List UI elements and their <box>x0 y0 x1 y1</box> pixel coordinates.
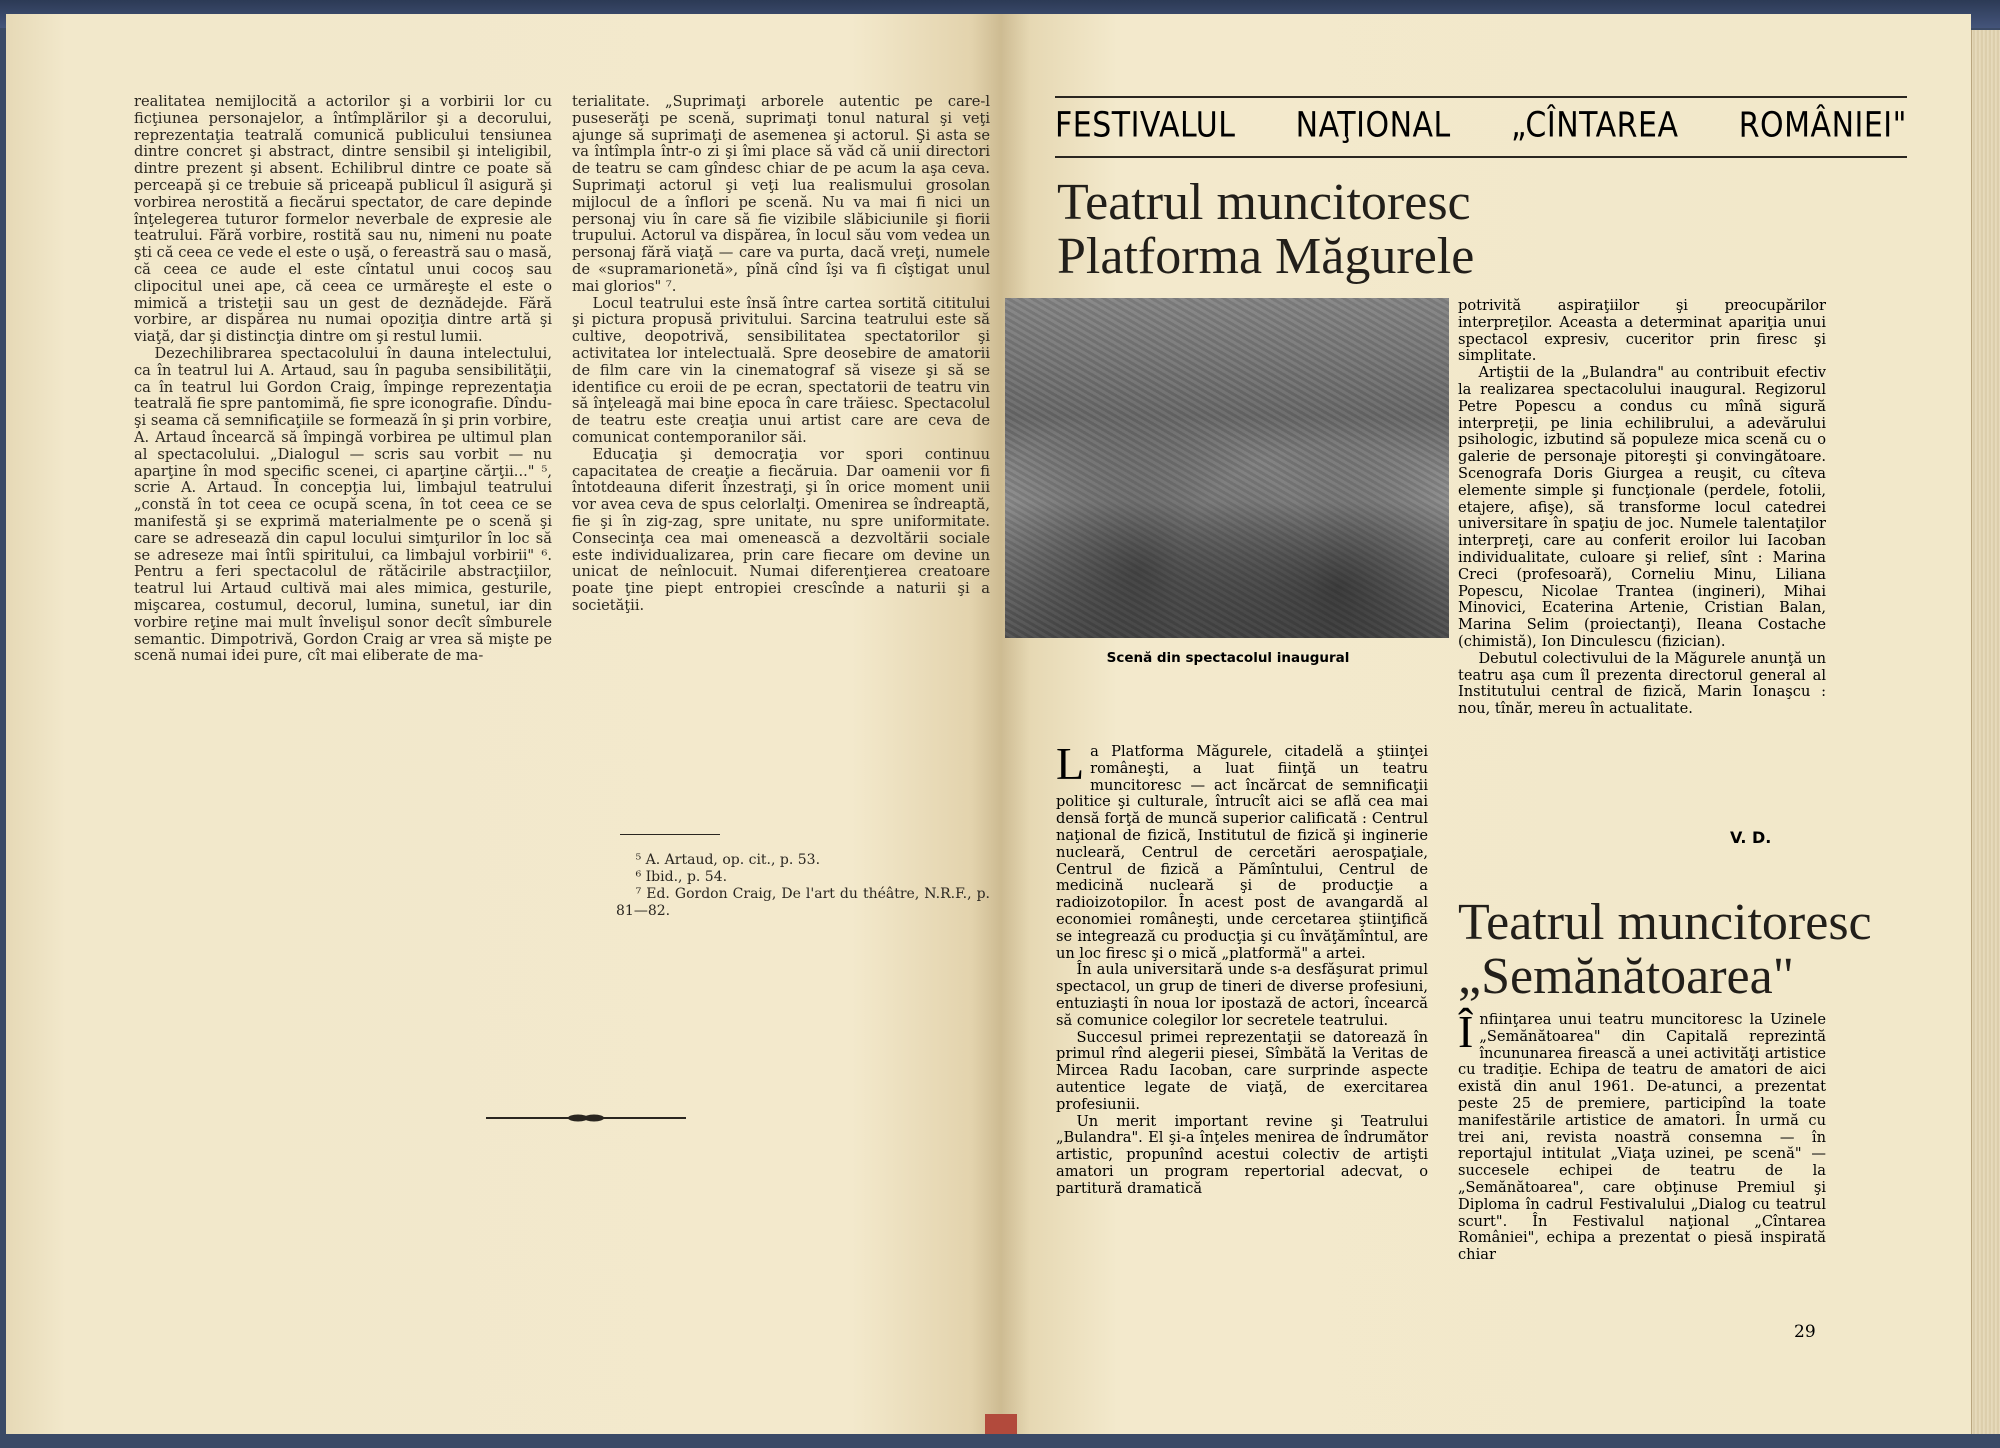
drop-cap: L <box>1056 738 1085 789</box>
left-page <box>6 14 1001 1434</box>
title-line: Teatrul muncitoresc <box>1458 894 1872 951</box>
paragraph: Artiştii de la „Bulandra" au contribuit efectiv la realizarea spectacolului inaugural. Regizorul Petre Popescu a condus cu mînă sigură interpreţii, pe linia echilibrului, a adevărului psihologic, izbutind să populeze mica scenă cu o galerie de personaje pitoreşti şi convingătoare. Scenografa Doris Giurgea a reuşit, cu cîteva elemente simple şi funcţionale (perdele, fotolii, etajere, afişe), să transforme locul catedrei universitare în spaţiu de joc. Numele talentaţilor interpreţi, care au conferit eroilor lui Iacoban individualitate, culoare şi relief, sînt : Marina Creci (profesoară), Corneliu Minu, Liliana Popescu, Nicolae Trantea (ingineri), Mihai Minovici, Ecaterina Artenie, Cristian Balan, Marina Selim (proiectanţi), Ileana Costache (chimistă), Ion Dinculescu (fizician). <box>1458 364 1826 650</box>
festival-word: ROMÂNIEI" <box>1738 105 1907 146</box>
article2-column <box>1458 1006 1826 1264</box>
article1-title <box>1057 176 1474 284</box>
festival-word: FESTIVALUL <box>1055 105 1236 146</box>
festival-word: „CÎNTAREA <box>1511 105 1679 146</box>
page-number: 29 <box>1794 1322 1816 1342</box>
section-ornament <box>486 1114 686 1122</box>
author-signature: V. D. <box>1730 828 1772 847</box>
paragraph: În aula universitară unde s-a desfăşurat primul spectacol, un grup de tineri de diverse profesiuni, entuziaşti în noua lor ipostază de actori, încearcă să comunice colegilor lor secretele teatrului. <box>1056 961 1428 1029</box>
paragraph <box>1458 1006 1826 1264</box>
footnote: ⁷ Ed. Gordon Craig, De l'art du théâtre, N.R.F., p. 81—82. <box>616 886 990 919</box>
paragraph: Succesul primei reprezentaţii se datorează în primul rînd alegerii piesei, Sîmbătă la Veritas de Mircea Radu Iacoban, care surprinde aspecte autentice legate de viaţă, de exercitarea profesiunii. <box>1056 1028 1428 1113</box>
binding-tape <box>985 1414 1017 1434</box>
paragraph: Debutul colectivului de la Măgurele anunţă un teatru aşa cum îl prezenta directorul general al Institutului central de fizică, Marin Ionaşcu : nou, tînăr, mereu în actualitate. <box>1458 649 1826 718</box>
paragraph: potrivită aspiraţiilor şi preocupărilor interpreţilor. Aceasta a determinat apariţia unui spectacol expresiv, cuceritor prin firesc şi simplitate. <box>1458 297 1826 365</box>
festival-heading <box>1055 105 1907 145</box>
left-column-2 <box>572 94 990 615</box>
footnotes <box>616 852 990 920</box>
festival-word: NAŢIONAL <box>1295 105 1451 146</box>
festival-rule-top <box>1055 96 1907 98</box>
festival-rule-bottom <box>1055 156 1907 158</box>
footnote-rule <box>620 834 720 835</box>
footnote: ⁵ A. Artaud, op. cit., p. 53. <box>635 852 821 868</box>
article1-column-1 <box>1056 738 1428 1198</box>
left-column-1 <box>134 94 552 665</box>
paragraph: Dezechilibrarea spectacolului în dauna intelectului, ca în teatrul lui A. Artaud, sau în paguba sensibilităţii, ca în teatrul lui Gordon Craig, împinge reprezentaţia teatrală fie spre pantomimă, fie spre iconografie. Dîndu-şi seama că semnificaţiile se formează în şi prin vorbire, A. Artaud încearcă să împingă vorbirea pe ultimul plan al spectacolului. „Dialogul — scris sau vorbit — nu aparţine în mod specific scenei, ci aparţine cărţii..." ⁵, scrie A. Artaud. În concepţia lui, limbajul teatrului „constă în tot ceea ce ocupă scena, în tot ceea ce se manifestă şi se exprimă materialmente pe o scenă şi care se adresează din capul locului simţurilor în loc să se adreseze mai întîi spiritului, ca limbajul vorbirii" ⁶. Pentru a feri spectacolul de rătăcirile abstracţiilor, teatrul lui Artaud cultivă mai ales mimica, gesturile, mişcarea, costumul, decorul, lumina, sunetul, iar din vorbire reţine mai mult învelişul sonor decît sîmburele semantic. Dimpotrivă, Gordon Craig ar vrea să mişte pe scenă numai idei pure, cît mai eliberate de ma- <box>134 344 552 665</box>
paragraph: realitatea nemijlocită a actorilor şi a vorbirii lor cu ficţiunea personajelor, a întîmplărilor şi a decorului, reprezentaţia teatrală comunică publicului tensiunea dintre concret şi abstract, dintre sensibil şi inteligibil, dintre prezent şi absent. Echilibrul dintre ce poate să perceapă şi ce trebuie să priceapă publicul îl asigură şi vorbirea nerostită a fiecărui spectator, de care depinde înţelegerea tuturor formelor neverbale de expresie ale teatrului. Fără vorbire, rostită sau nu, nimeni nu poate şti că ceea ce vede el este o uşă, o fereastră sau o masă, că ceea ce aude el este cîntatul unui cocoş sau clipocitul unei ape, că ceea ce urmăreşte el este o mimică a tristeţii sau un gest de deznădejde. Fără vorbire, ar dispărea nu numai opoziţia dintre artă şi viaţă, dar şi distincţia dintre om şi restul lumii. <box>134 93 552 346</box>
paragraph: terialitate. „Suprimaţi arborele autentic pe care-l puseserăţi pe scenă, suprimaţi tonul natural şi veţi ajunge să suprimaţi de asemenea şi actorul. Şi asta se va întîmpla într-o zi şi îmi place să văd că unii directori de teatru se cam gîndesc chiar de pe acum la aşa ceva. Suprimaţi actorul şi veţi lua realismului grosolan mijlocul de a înflori pe scenă. Nu va mai fi nici un personaj viu în care să fie vizibile slăbiciunile şi fiorii trupului. Actorul va dispărea, în locul său vom vedea un personaj fără viaţă — care va purta, dacă vreţi, numele de «supramarionetă», pînă cînd îşi va fi cîştigat unul mai glorios" ⁷. <box>572 93 990 295</box>
paragraph: Un merit important revine şi Teatrului „Bulandra". El şi-a înţeles menirea de îndrumător artistic, propunînd acestui colectiv de artişti amatori un program repertorial adecvat, o partitură dramatică <box>1056 1112 1428 1197</box>
stage-photo <box>1005 298 1449 638</box>
title-line: Platforma Măgurele <box>1057 228 1475 285</box>
paragraph: Educaţia şi democraţia vor spori continuu capacitatea de creaţie a fiecăruia. Dar oamenii vor fi întotdeauna diferit înzestraţi, şi în orice moment unii vor avea ceva de spus celorlalţi. Omenirea se îndreaptă, fie şi în zig-zag, spre unitate, nu spre uniformitate. Consecinţa cea mai omenească a dezvoltării sociale este individualizarea, prin care fiecare om devine un unicat de neînlocuit. Numai diferenţierea creatoare poate ţine piept entropiei crescînde a naturii şi a societăţii. <box>572 445 990 614</box>
page-edges <box>1971 30 2000 1434</box>
paragraph-text: a Platforma Măgurele, citadelă a ştiinţei româneşti, a luat fiinţă un teatru muncitoresc — act încărcat de semnificaţii politice şi culturale, întrucît aici se află cea mai densă forţă de muncă superior calificată : Centrul naţional de fizică, Institutul de fizică şi inginerie nucleară, Centrul de cercetări aerospaţiale, Centrul de fizică a Pămîntului, Centrul de medicină nucleară şi de producţie a radioizotopilor. În acest post de avangardă al economiei româneşti, unde cercetarea ştiinţifică se integrează cu producţia şi cu învăţămîntul, are un loc firesc şi o mică „platformă" a artei. <box>1056 743 1428 962</box>
article2-title <box>1458 896 1872 1004</box>
footnote: ⁶ Ibid., p. 54. <box>635 869 728 885</box>
title-line: „Semănătoarea" <box>1458 948 1794 1005</box>
article1-column-2 <box>1458 298 1826 718</box>
paragraph: Locul teatrului este însă între cartea sortită cititului şi pictura propusă privitului. Sarcina teatrului este să cultive, deopotrivă, sensibilitatea spectatorilor şi activitatea lor intelectuală. Spre deosebire de amatorii de film care vin la cinematograf să viseze şi să se identifice cu eroii de pe ecran, spectatorii de teatru vin să înţeleagă mai bine epoca în care trăiesc. Spectacolul de teatru este creaţia unui artist care are ceva de comunicat contemporanilor săi. <box>572 294 990 446</box>
title-line: Teatrul muncitoresc <box>1057 174 1471 231</box>
photo-caption: Scenă din spectacolul inaugural <box>1106 650 1350 666</box>
drop-cap: Î <box>1458 1006 1474 1057</box>
paragraph <box>1056 738 1428 962</box>
paragraph-text: nfiinţarea unui teatru muncitoresc la Uzinele „Semănătoarea" din Capitală reprezintă încununarea firească a unei activităţi artistice cu tradiţie. Echipa de teatru de amatori de aici există din anul 1961. De-atunci, a prezentat peste 25 de premiere, participînd la toate manifestările artistice de amatori. În urmă cu trei ani, revista noastră consemna — în reportajul intitulat „Viaţa uzinei, pe scenă" — succesele echipei de teatru de la „Semănătoarea", care obţinuse Premiul şi Diploma în cadrul Festivalului „Dialog cu teatrul scurt". În Festivalul naţional „Cîntarea României", echipa a prezentat o piesă inspirată chiar <box>1458 1011 1826 1264</box>
